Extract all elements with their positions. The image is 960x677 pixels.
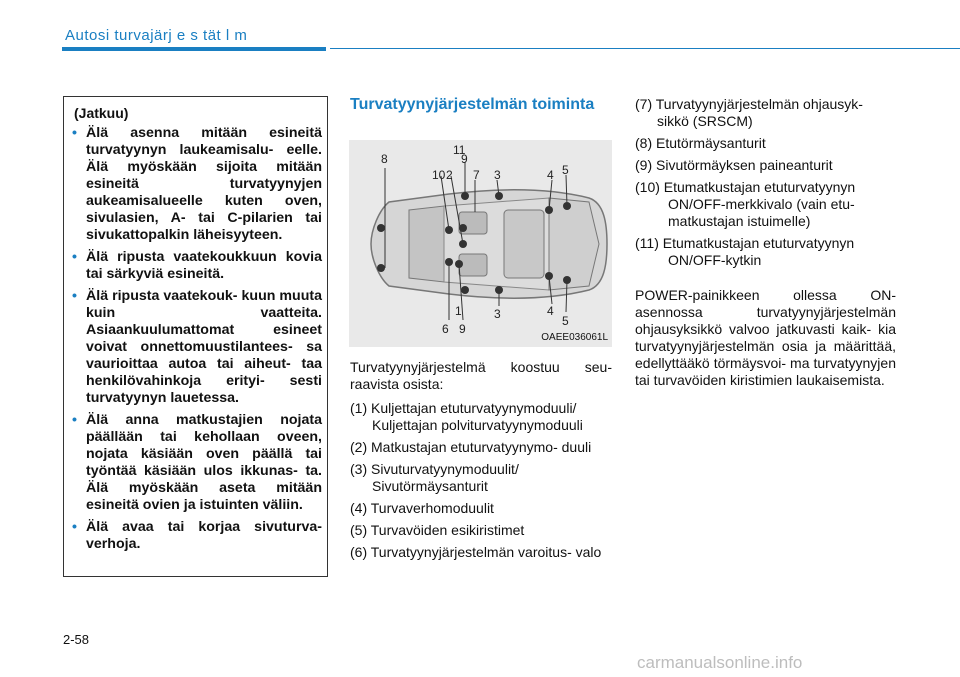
figure-code: OAEE036061L: [541, 332, 608, 343]
header-accent-bar: [62, 47, 326, 51]
list-item: (1) Kuljettajan etuturvatyynymoduuli/ Kuljettajan polviturvatyynymoduuli: [350, 400, 583, 433]
list-item: (5) Turvavöiden esikiristimet: [350, 522, 525, 538]
warning-box: [63, 96, 328, 577]
bullet-icon: •: [72, 412, 77, 428]
callout-label: 9: [461, 152, 468, 166]
callout-label: 2: [446, 168, 453, 182]
list-item: (2) Matkustajan etuturvatyynymo- duuli: [350, 439, 592, 455]
list-item: (3) Sivuturvatyynymoduulit/ Sivutörmäysanturit: [350, 461, 519, 494]
callout-label: 4: [547, 304, 554, 318]
warning-item: • Älä anna matkustajien nojata päällään tai kehollaan oveen, nojata käsiään oven päällä tai työntää käsiään ulos ikkunas- ta. Älä myöskään aseta mitään esineitä ovien ja istuinten väliin.: [72, 412, 322, 513]
page-number: 2-58: [63, 632, 90, 647]
bullet-icon: •: [72, 125, 77, 141]
callout-label: 11: [453, 143, 466, 157]
components-list-continued: [635, 96, 897, 274]
warning-list: [72, 125, 322, 558]
warning-continued: (Jatkuu): [74, 105, 129, 121]
bullet-icon: •: [72, 519, 77, 535]
callout-label: 7: [473, 168, 480, 182]
components-list: [350, 400, 615, 566]
callout-label: 5: [562, 314, 569, 328]
warning-item: • Älä ripusta vaatekouk- kuun muuta kuin vaatteita. Asiaankuulumattomat esineet voivat onnettomuustilantees- sa vaurioittaa autoa tai aiheut- taa henkilövahinkoja erityi- sesti turvatyynyn lauetessa.: [72, 288, 322, 406]
bullet-icon: •: [72, 288, 77, 304]
callout-label: 6: [442, 322, 449, 336]
section-title: Turvatyynyjärjestelmän toiminta: [350, 96, 595, 113]
watermark: carmanualsonline.info: [637, 653, 803, 672]
callout-label: 4: [547, 168, 554, 182]
header-title: Autosi turvajärj e s tät l m: [65, 27, 248, 44]
list-item: (10) Etumatkustajan etuturvatyynyn ON/OFF-merkkivalo (vain etu- matkustajan istuimelle): [635, 179, 856, 229]
list-item: (9) Sivutörmäyksen paineanturit: [635, 157, 833, 173]
body-paragraph: POWER-painikkeen ollessa ON- asennossa turvatyynyjärjestelmän ohjausyksikkö valvoo jatkuvasti kaik- kia turvatyynyjärjestelmän osia ja määrittää, edellyttääkö törmäysvoi- ma turvatyynyjen tai turvavöiden kiristimien laukaisemista.: [635, 287, 896, 388]
list-item: (4) Turvaverhomoduulit: [350, 500, 494, 516]
warning-item: • Älä avaa tai korjaa sivuturva- verhoja.: [72, 519, 322, 552]
callout-label: 5: [562, 163, 569, 177]
list-item: (6) Turvatyynyjärjestelmän varoitus- valo: [350, 544, 602, 560]
list-item: (8) Etutörmäysanturit: [635, 135, 766, 151]
warning-item: • Älä ripusta vaatekoukkuun kovia tai särkyviä esineitä.: [72, 249, 322, 282]
callout-label: 3: [494, 168, 501, 182]
callout-label: 9: [459, 322, 466, 336]
bullet-icon: •: [72, 249, 77, 265]
callout-label: 8: [381, 152, 388, 166]
callout-label: 10: [432, 168, 446, 182]
list-item: (7) Turvatyynyjärjestelmän ohjausyk- sikkö (SRSCM): [635, 96, 863, 129]
intro-text: Turvatyynyjärjestelmä koostuu seu- raavista osista:: [350, 359, 612, 392]
airbag-diagram: [349, 140, 612, 347]
header-rule: [330, 48, 960, 49]
callout-label: 3: [494, 307, 501, 321]
car-topview-illustration: [349, 140, 612, 347]
list-item: (11) Etumatkustajan etuturvatyynyn ON/OFF-kytkin: [635, 235, 855, 268]
warning-item: • Älä asenna mitään esineitä turvatyynyn laukeamisalu- eelle. Älä myöskään sijoita mitään esineitä turvatyynyjen aukeamisalueelle kuten oven, sivulasien, A- tai C-pilarien tai sivukattopalkin läheisyyteen.: [72, 125, 322, 243]
callout-label: 1: [455, 304, 462, 318]
